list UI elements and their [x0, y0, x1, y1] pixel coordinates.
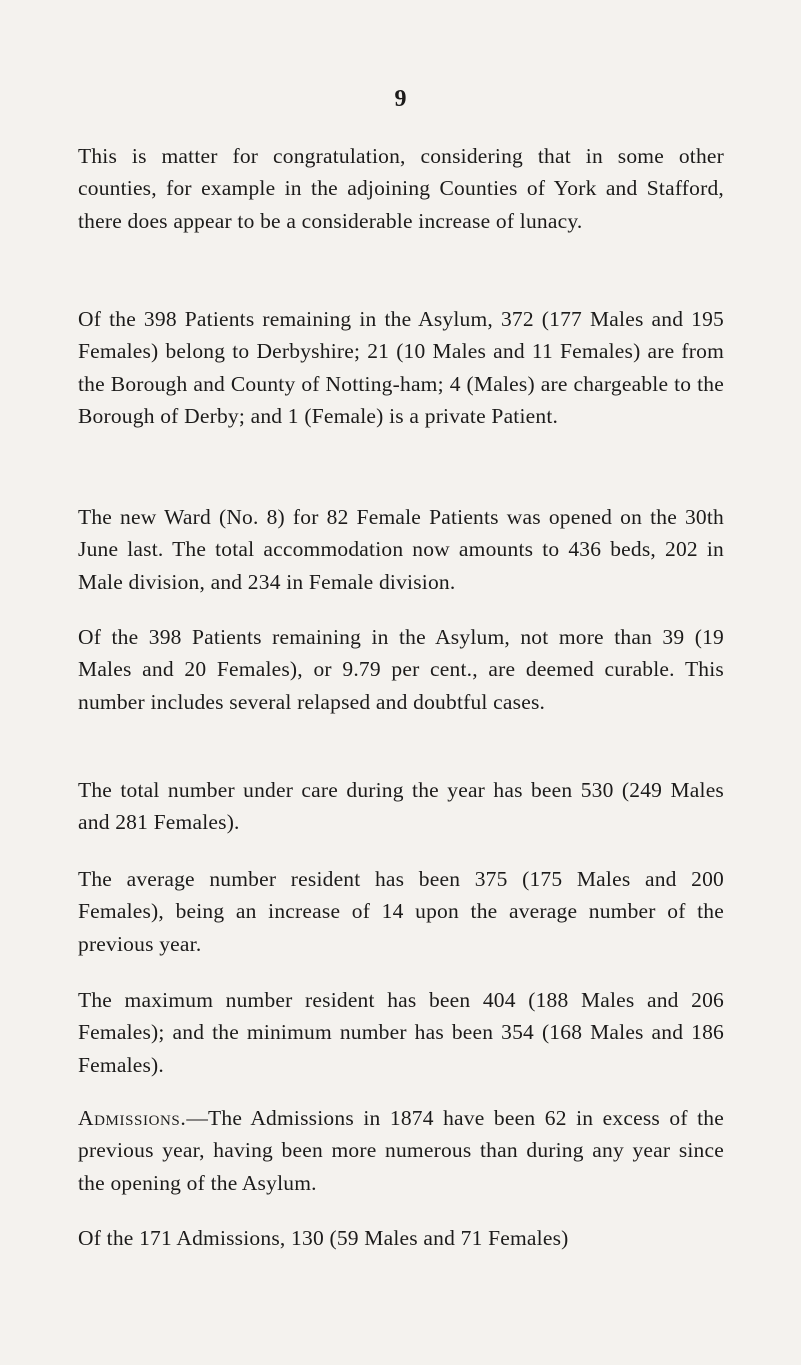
paragraph-total-under-care: The total number under care during the year has been 530 (249 Males and 281 Females). [78, 777, 724, 834]
admissions-text: —The Admissions in 1874 have been 62 in excess of the previous year, having been more numerous than during any year since the opening of the Asylum. [78, 1105, 724, 1195]
page-number: 9 [394, 86, 407, 112]
paragraph-maximum-minimum: The maximum number resident has been 404 (188 Males and 206 Females); and the minimum number has been 354 (168 Males and 186 Females). [78, 987, 724, 1077]
paragraph-congratulation: This is matter for congratulation, considering that in some other counties, for example in the adjoining Counties of York and Stafford, there does appear to be a considerable increase of lunacy. [78, 143, 724, 233]
paragraph-average-resident: The average number resident has been 375 (175 Males and 200 Females), being an increase of 14 upon the average number of the previous year. [78, 866, 724, 956]
paragraph-curable: Of the 398 Patients remaining in the Asylum, not more than 39 (19 Males and 20 Females), or 9.79 per cent., are deemed curable. This number includes several relapsed and doubtful cases. [78, 624, 724, 714]
paragraph-new-ward: The new Ward (No. 8) for 82 Female Patients was opened on the 30th June last. The total accommodation now amounts to 436 beds, 202 in Male division, and 234 in Female division. [78, 504, 724, 594]
admissions-heading: Admissions. [78, 1105, 187, 1130]
paragraph-patients-remaining: Of the 398 Patients remaining in the Asylum, 372 (177 Males and 195 Females) belong to Derbyshire; 21 (10 Males and 11 Females) are from the Borough and County of Notting-ham; 4 (Males) are chargeable to the Borough of Derby; and 1 (Female) is a private Patient. [78, 306, 724, 428]
paragraph-admissions [78, 1102, 724, 1200]
paragraph-admissions-breakdown: Of the 171 Admissions, 130 (59 Males and 71 Females) [78, 1225, 569, 1250]
